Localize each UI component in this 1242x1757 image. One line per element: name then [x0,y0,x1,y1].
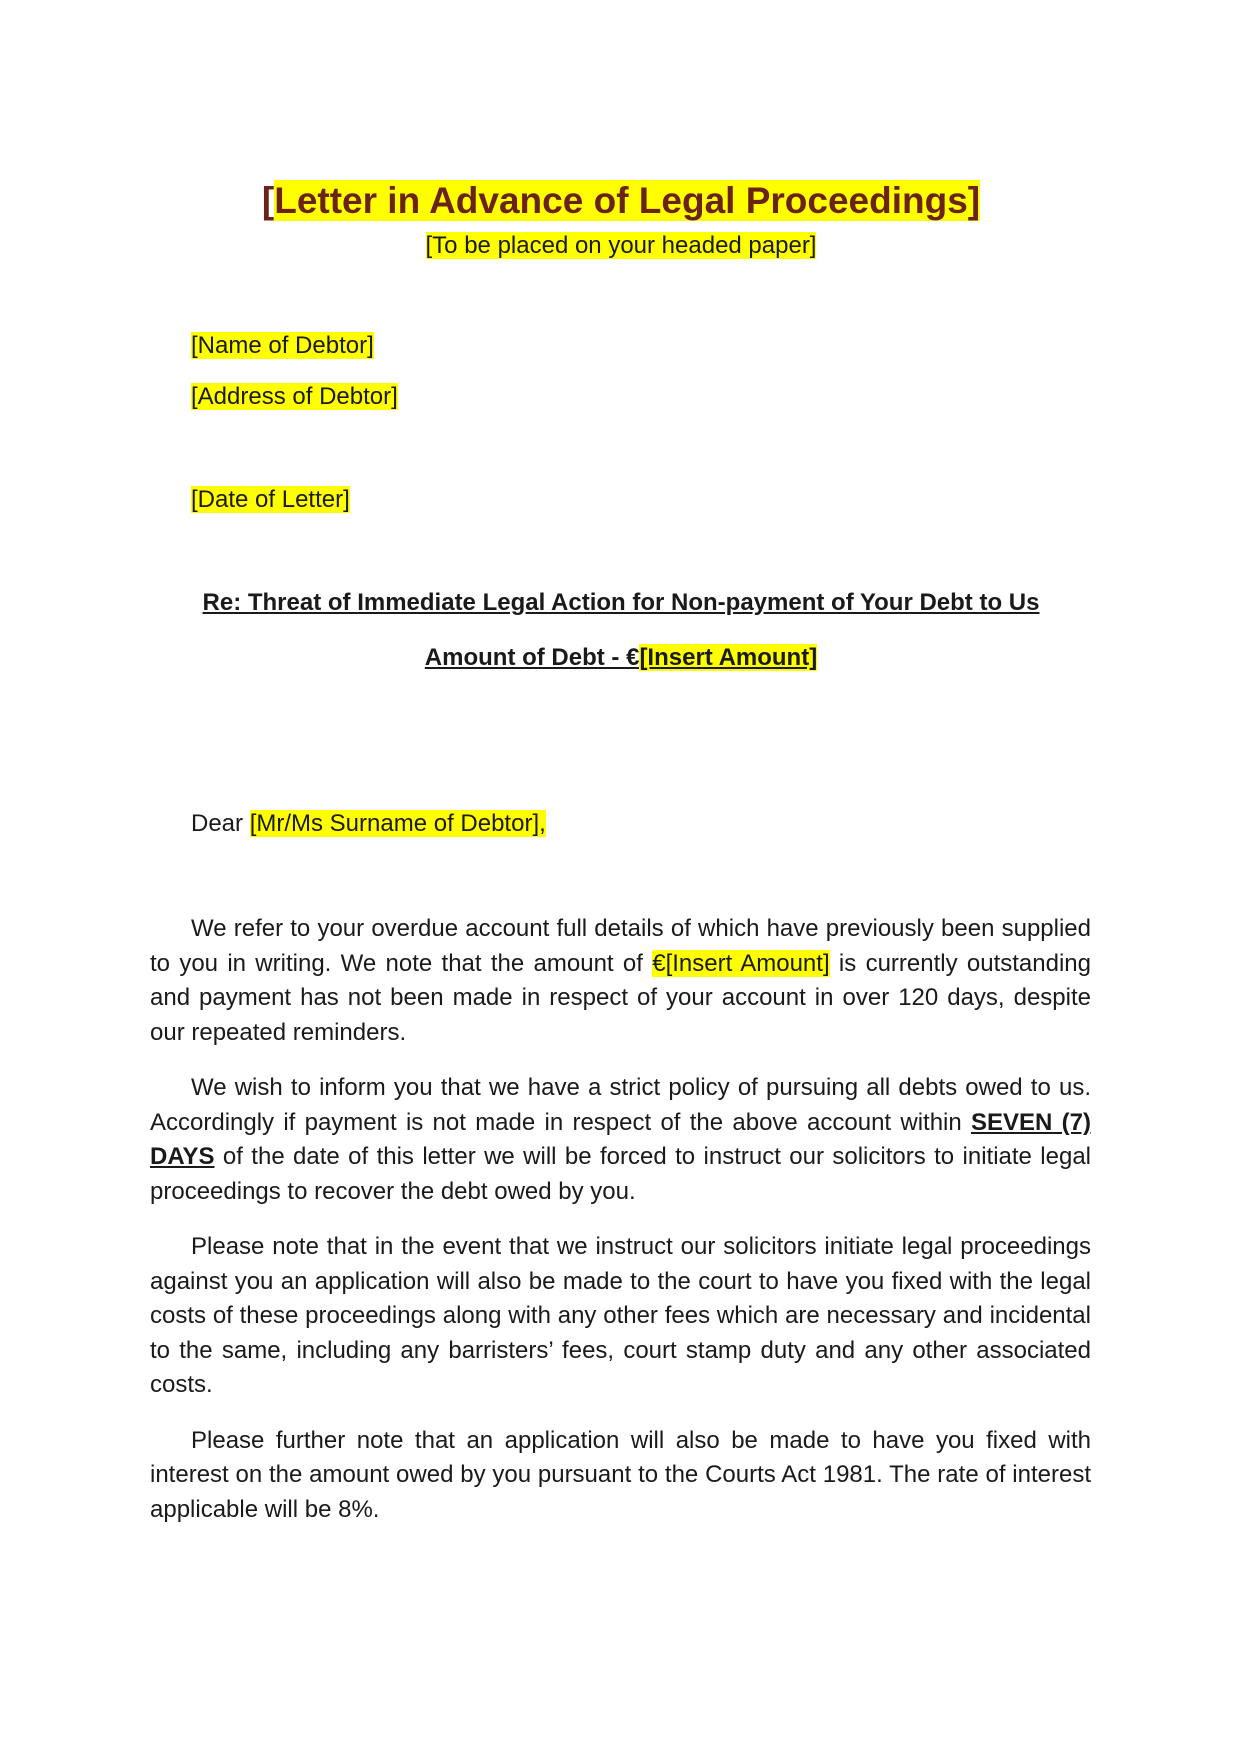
letter-date-text: [Date of Letter] [191,486,350,513]
subtitle-text: [To be placed on your headed paper] [425,232,817,259]
salutation-name: [Mr/Ms Surname of Debtor], [249,810,546,837]
letter-subtitle [0,230,1242,262]
amount-label: Amount of Debt - € [424,644,640,671]
paragraph-overdue-account [150,912,1091,1050]
debtor-address-text: [Address of Debtor] [191,383,398,410]
salutation-prefix: Dear [191,810,250,837]
paragraph-strict-policy [150,1071,1091,1209]
p1-text-after: is currently outstanding and payment has not been made in respect of your account in over 120 days, despite our repeated reminders. [150,949,1092,1046]
p2-deadline: SEVEN (7) DAYS [150,1108,1091,1170]
title-bracket: [ [261,180,275,221]
title-text: Letter in Advance of Legal Proceedings] [274,180,981,221]
salutation [191,808,546,840]
p2-text-before: We wish to inform you that we have a strict policy of pursuing all debts owed to us. Accordingly if payment is not made in respect of the above account within [150,1074,1091,1136]
amount-placeholder: [Insert Amount] [639,644,818,671]
letter-date [191,484,350,516]
debtor-name [191,330,374,362]
letter-title [0,178,1242,224]
debtor-name-text: [Name of Debtor] [191,332,374,359]
letter-body [150,912,1091,1548]
paragraph-interest: Please further note that an application will also be made to have you fixed with interest on the amount owed by you pursuant to the Courts Act 1981. The rate of interest applicable will be 8%. [150,1426,1091,1523]
amount-line [0,642,1242,674]
p2-text-after: of the date of this letter we will be forced to instruct our solicitors to initiate legal proceedings to recover the debt owed by you. [150,1143,1091,1205]
paragraph-legal-costs: Please note that in the event that we instruct our solicitors initiate legal proceedings against you an application will also be made to the court to have you fixed with the legal costs of these proceedings along with any other fees which are necessary and incidental to the same, including any barristers’ fees, court stamp duty and any other associated costs. [150,1233,1091,1398]
p1-text-before: We refer to your overdue account full details of which have previously been supplied to you in writing. We note that the amount of [150,915,1091,977]
re-line: Re: Threat of Immediate Legal Action for Non-payment of Your Debt to Us [202,589,1040,616]
debtor-address [191,381,398,413]
p1-amount-placeholder: €[Insert Amount] [652,949,830,977]
